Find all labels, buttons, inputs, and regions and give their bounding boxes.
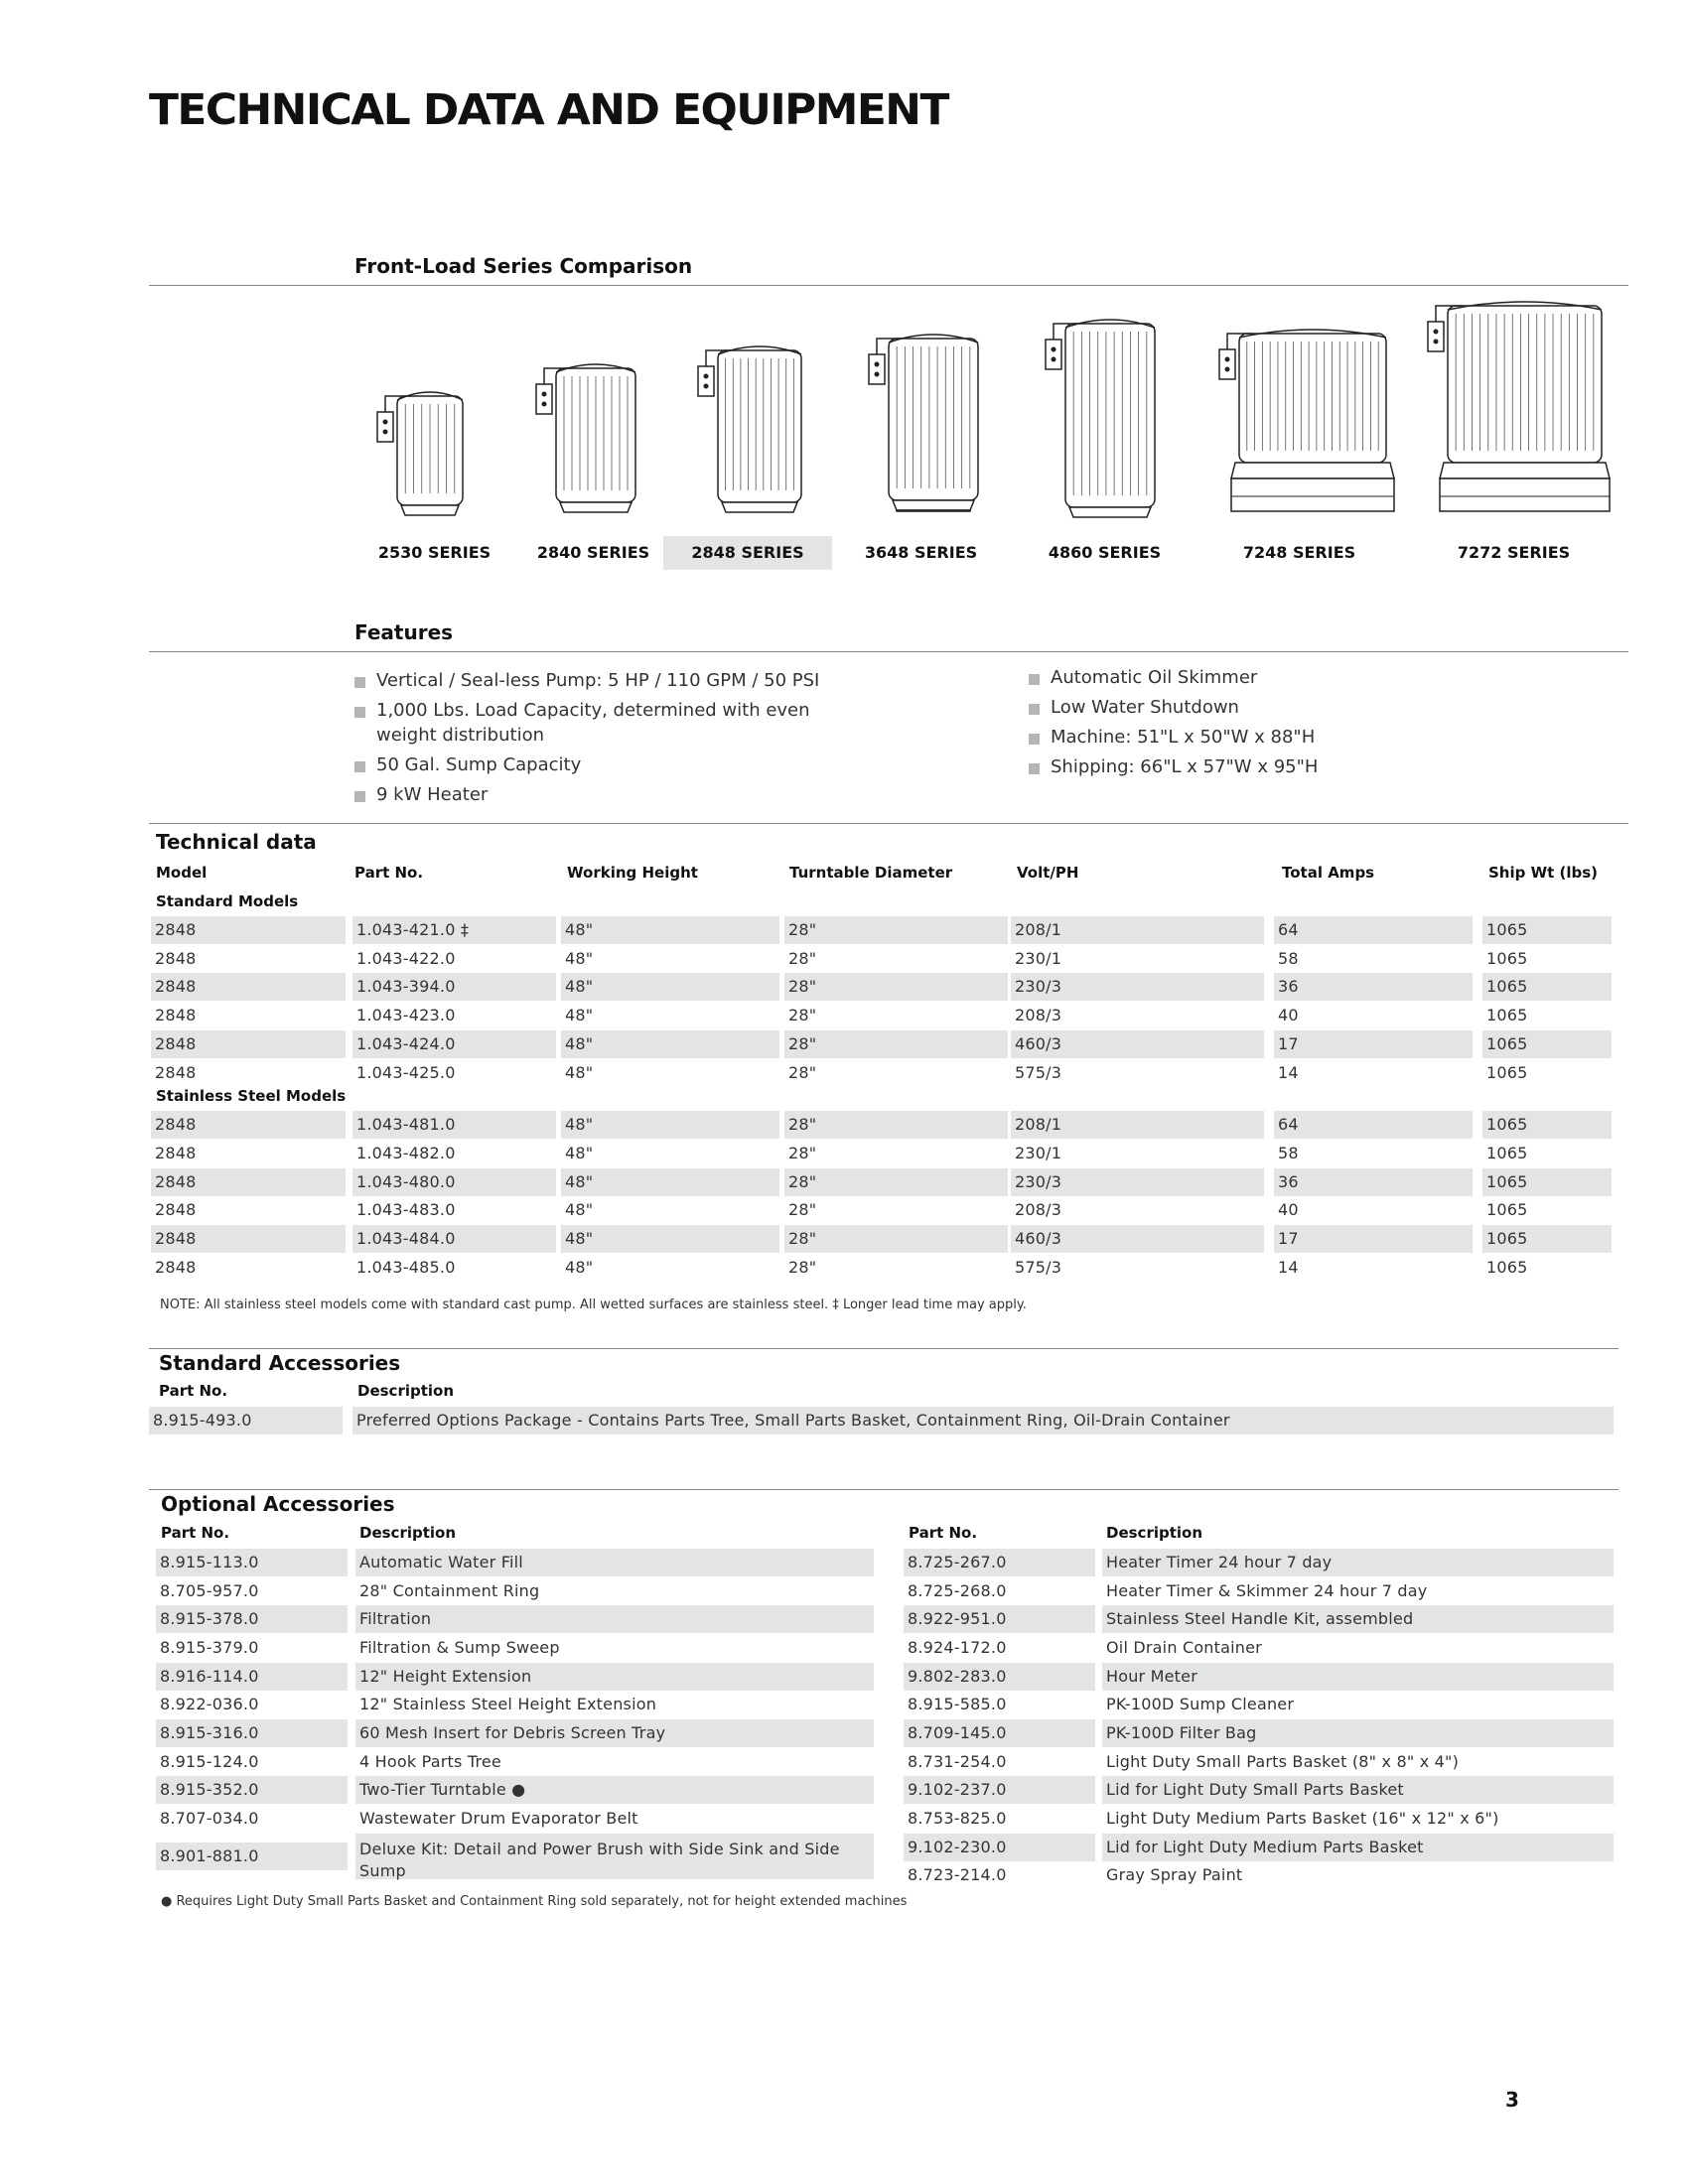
table-cell: 28" Containment Ring <box>359 1580 540 1600</box>
table-cell: 28" <box>784 1168 1008 1196</box>
table-row <box>0 1577 1688 1605</box>
table-cell: 48" <box>565 1257 594 1277</box>
table-cell: Automatic Water Fill <box>355 1549 874 1576</box>
bullet-square-icon <box>354 677 365 688</box>
table-cell: 1.043-394.0 <box>352 973 556 1001</box>
table-cell: 1.043-425.0 <box>356 1062 456 1082</box>
features-list-left <box>354 668 831 812</box>
table-cell: Deluxe Kit: Detail and Power Brush with Side Sink and Side Sump <box>355 1834 874 1879</box>
table-cell: 14 <box>1278 1257 1299 1277</box>
table-cell: 12" Stainless Steel Height Extension <box>359 1695 657 1714</box>
column-header: Part No. <box>909 1524 978 1542</box>
table-cell: 8.705-957.0 <box>160 1580 259 1600</box>
column-header: Description <box>359 1524 457 1542</box>
feature-text: 50 Gal. Sump Capacity <box>376 754 582 775</box>
table-cell: 1065 <box>1486 1257 1528 1277</box>
table-cell: 40 <box>1278 1006 1299 1025</box>
table-cell: 48" <box>565 948 594 968</box>
technical-note: NOTE: All stainless steel models come with standard cast pump. All wetted surfaces are stainless steel. ‡ Longer lead time may apply. <box>160 1297 1027 1312</box>
table-cell: 1.043-480.0 <box>352 1168 556 1196</box>
table-row <box>0 916 1688 944</box>
table-cell: 28" <box>784 1030 1008 1058</box>
table-cell: 1065 <box>1486 1006 1528 1025</box>
table-cell: Gray Spray Paint <box>1106 1865 1243 1885</box>
table-cell: 8.922-951.0 <box>904 1605 1095 1633</box>
table-cell: 230/3 <box>1011 973 1264 1001</box>
comparison-heading: Front-Load Series Comparison <box>354 254 693 278</box>
table-row <box>0 1719 1688 1747</box>
table-cell: 1.043-422.0 <box>356 948 456 968</box>
table-cell: 8.915-352.0 <box>156 1776 348 1804</box>
feature-item <box>1029 725 1505 750</box>
table-row <box>0 1196 1688 1224</box>
column-header: Description <box>1106 1524 1203 1542</box>
table-cell: 28" <box>784 1111 1008 1139</box>
parts-washer-illustration <box>1422 280 1619 521</box>
table-row <box>0 1861 1688 1889</box>
table-cell: 460/3 <box>1011 1030 1264 1058</box>
table-cell: 1065 <box>1482 1168 1612 1196</box>
group-label: Stainless Steel Models <box>156 1087 347 1106</box>
table-cell: 58 <box>1278 1143 1299 1162</box>
feature-text: Machine: 51"L x 50"W x 88"H <box>1051 727 1316 748</box>
table-cell: 1065 <box>1482 916 1612 944</box>
parts-washer-illustration <box>863 313 986 521</box>
table-cell: 48" <box>565 1062 594 1082</box>
table-cell: 8.916-114.0 <box>156 1663 348 1691</box>
table-cell: 8.924-172.0 <box>908 1637 1007 1657</box>
table-cell: 48" <box>565 1200 594 1220</box>
table-cell: 2848 <box>155 1062 197 1082</box>
table-cell: PK-100D Filter Bag <box>1102 1719 1614 1747</box>
series-label: 2840 SERIES <box>536 543 650 562</box>
table-cell: 48" <box>561 1225 779 1253</box>
table-cell: 1.043-421.0 ‡ <box>352 916 556 944</box>
series-label: 7272 SERIES <box>1457 543 1571 562</box>
table-cell: Stainless Steel Handle Kit, assembled <box>1102 1605 1614 1633</box>
table-cell: 208/3 <box>1015 1006 1062 1025</box>
page-title: TECHNICAL DATA AND EQUIPMENT <box>149 85 948 135</box>
column-header: Part No. <box>161 1524 230 1542</box>
table-row <box>0 973 1688 1001</box>
table-cell: 230/1 <box>1015 1143 1062 1162</box>
table-cell: 8.723-214.0 <box>908 1865 1007 1885</box>
table-cell: 1.043-424.0 <box>352 1030 556 1058</box>
table-cell: 9.102-237.0 <box>904 1776 1095 1804</box>
table-row <box>0 1805 1688 1833</box>
feature-item <box>354 668 831 693</box>
table-row <box>0 945 1688 973</box>
standard-accessories-heading: Standard Accessories <box>159 1351 401 1375</box>
table-cell: 4 Hook Parts Tree <box>359 1751 501 1771</box>
table-cell: 1.043-423.0 <box>356 1006 456 1025</box>
table-cell: 8.915-585.0 <box>908 1695 1007 1714</box>
table-cell: 8.901-881.0 <box>156 1843 348 1870</box>
table-cell: 1065 <box>1482 1225 1612 1253</box>
comparison-divider <box>149 285 1628 286</box>
table-cell: 17 <box>1274 1225 1473 1253</box>
table-cell: 2848 <box>155 1257 197 1277</box>
table-cell: 40 <box>1278 1200 1299 1220</box>
table-cell: Filtration & Sump Sweep <box>359 1637 560 1657</box>
table-cell: 48" <box>561 1030 779 1058</box>
feature-item <box>354 782 831 807</box>
table-cell: 8.915-378.0 <box>156 1605 348 1633</box>
optional-accessories-footnote: ● Requires Light Duty Small Parts Basket and Containment Ring sold separately, not for height extended machines <box>161 1894 908 1909</box>
table-row <box>0 1168 1688 1196</box>
table-cell: 14 <box>1278 1062 1299 1082</box>
table-cell: 60 Mesh Insert for Debris Screen Tray <box>355 1719 874 1747</box>
table-cell: 230/1 <box>1015 948 1062 968</box>
table-row <box>0 1407 1688 1434</box>
table-row <box>0 1663 1688 1691</box>
table-cell: Light Duty Medium Parts Basket (16" x 12" x 6") <box>1106 1808 1499 1828</box>
table-cell: 575/3 <box>1015 1257 1062 1277</box>
column-header: Volt/PH <box>1017 864 1079 882</box>
feature-item <box>1029 754 1505 779</box>
series-label: 2530 SERIES <box>377 543 492 562</box>
table-row <box>0 1140 1688 1167</box>
table-cell: 8.709-145.0 <box>904 1719 1095 1747</box>
feature-text: Shipping: 66"L x 57"W x 95"H <box>1051 756 1319 777</box>
table-cell: 9.102-230.0 <box>904 1834 1095 1861</box>
series-label: 2848 SERIES <box>663 536 832 570</box>
feature-item <box>354 698 831 748</box>
table-cell: 208/1 <box>1011 916 1264 944</box>
table-cell: 28" <box>784 916 1008 944</box>
table-row <box>0 1225 1688 1253</box>
table-cell: Oil Drain Container <box>1106 1637 1262 1657</box>
table-cell: 575/3 <box>1015 1062 1062 1082</box>
parts-washer-illustration <box>530 342 643 521</box>
parts-washer-illustration <box>692 325 809 521</box>
page-number: 3 <box>1505 2088 1519 2112</box>
bullet-square-icon <box>1029 704 1040 715</box>
table-cell: Wastewater Drum Evaporator Belt <box>359 1808 638 1828</box>
column-header: Turntable Diameter <box>789 864 953 882</box>
parts-washer-illustration <box>371 370 471 521</box>
series-label: 3648 SERIES <box>864 543 978 562</box>
column-header: Description <box>357 1382 455 1400</box>
table-cell: 1.043-481.0 <box>352 1111 556 1139</box>
table-cell: 8.915-379.0 <box>160 1637 259 1657</box>
table-cell: 28" <box>788 1257 817 1277</box>
table-cell: Light Duty Small Parts Basket (8" x 8" x 4") <box>1106 1751 1460 1771</box>
bullet-square-icon <box>1029 674 1040 685</box>
table-cell: 8.922-036.0 <box>160 1695 259 1714</box>
table-row <box>0 1549 1688 1576</box>
table-cell: 12" Height Extension <box>355 1663 874 1691</box>
technical-heading: Technical data <box>156 830 317 854</box>
table-cell: 36 <box>1274 973 1473 1001</box>
series-label: 7248 SERIES <box>1242 543 1356 562</box>
table-row <box>0 1748 1688 1776</box>
table-row <box>0 1111 1688 1139</box>
table-row <box>0 1059 1688 1087</box>
table-cell: 8.915-493.0 <box>149 1407 343 1434</box>
table-row <box>0 1634 1688 1662</box>
table-cell: 460/3 <box>1011 1225 1264 1253</box>
table-cell: 8.725-267.0 <box>904 1549 1095 1576</box>
table-cell: Filtration <box>355 1605 874 1633</box>
column-header: Part No. <box>354 864 424 882</box>
bullet-square-icon <box>354 761 365 772</box>
table-cell: 8.915-316.0 <box>156 1719 348 1747</box>
feature-text: Automatic Oil Skimmer <box>1051 667 1258 688</box>
technical-divider <box>149 823 1628 824</box>
column-header: Ship Wt (lbs) <box>1488 864 1599 882</box>
table-row <box>0 1002 1688 1029</box>
table-cell: 2848 <box>151 1030 346 1058</box>
table-row <box>0 1776 1688 1804</box>
table-cell: Heater Timer & Skimmer 24 hour 7 day <box>1106 1580 1428 1600</box>
table-cell: 28" <box>784 1225 1008 1253</box>
feature-item <box>1029 665 1505 690</box>
table-cell: 17 <box>1274 1030 1473 1058</box>
features-heading: Features <box>354 620 454 644</box>
table-cell: 2848 <box>151 1111 346 1139</box>
table-cell: 8.915-124.0 <box>160 1751 259 1771</box>
table-cell: 2848 <box>155 1143 197 1162</box>
table-cell: 28" <box>784 973 1008 1001</box>
feature-text: Vertical / Seal-less Pump: 5 HP / 110 GPM / 50 PSI <box>376 670 820 691</box>
standard-accessories-divider <box>149 1348 1618 1349</box>
table-cell: 1.043-485.0 <box>356 1257 456 1277</box>
table-cell: 1065 <box>1482 973 1612 1001</box>
table-cell: 28" <box>788 1200 817 1220</box>
table-cell: 58 <box>1278 948 1299 968</box>
group-label: Standard Models <box>156 892 299 910</box>
table-cell: 1065 <box>1482 1030 1612 1058</box>
column-header: Total Amps <box>1282 864 1375 882</box>
table-cell: 8.915-113.0 <box>156 1549 348 1576</box>
table-cell: Lid for Light Duty Medium Parts Basket <box>1102 1834 1614 1861</box>
table-cell: 230/3 <box>1011 1168 1264 1196</box>
table-cell: 28" <box>788 1006 817 1025</box>
bullet-square-icon <box>354 707 365 718</box>
features-divider <box>149 651 1628 652</box>
table-cell: 64 <box>1274 916 1473 944</box>
table-cell: 208/3 <box>1015 1200 1062 1220</box>
table-cell: 8.731-254.0 <box>908 1751 1007 1771</box>
table-cell: Preferred Options Package - Contains Parts Tree, Small Parts Basket, Containment Ring, Oil-Drain Container <box>352 1407 1614 1434</box>
table-cell: 8.753-825.0 <box>908 1808 1007 1828</box>
table-row <box>0 1605 1688 1633</box>
feature-item <box>354 752 831 777</box>
feature-text: Low Water Shutdown <box>1051 697 1239 718</box>
table-cell: 2848 <box>151 973 346 1001</box>
column-header: Working Height <box>567 864 698 882</box>
table-cell: 1.043-483.0 <box>356 1200 456 1220</box>
bullet-square-icon <box>1029 734 1040 745</box>
table-row <box>0 1254 1688 1282</box>
table-cell: 28" <box>788 1062 817 1082</box>
table-row <box>0 1691 1688 1718</box>
table-cell: 36 <box>1274 1168 1473 1196</box>
table-cell: Hour Meter <box>1102 1663 1614 1691</box>
table-cell: Two-Tier Turntable ● <box>355 1776 874 1804</box>
feature-text: 1,000 Lbs. Load Capacity, determined with even weight distribution <box>376 700 810 746</box>
table-cell: 48" <box>561 1111 779 1139</box>
table-cell: 2848 <box>151 916 346 944</box>
table-cell: 1065 <box>1486 1062 1528 1082</box>
optional-accessories-divider <box>149 1489 1618 1490</box>
parts-washer-illustration <box>1040 298 1163 521</box>
bullet-square-icon <box>354 791 365 802</box>
table-cell: 2848 <box>155 1006 197 1025</box>
table-cell: 2848 <box>151 1225 346 1253</box>
table-cell: PK-100D Sump Cleaner <box>1106 1695 1295 1714</box>
table-cell: 9.802-283.0 <box>904 1663 1095 1691</box>
table-cell: 48" <box>561 1168 779 1196</box>
table-cell: 1.043-484.0 <box>352 1225 556 1253</box>
table-cell: 2848 <box>151 1168 346 1196</box>
features-list-right <box>1029 665 1505 784</box>
table-cell: 28" <box>788 948 817 968</box>
table-cell: 8.725-268.0 <box>908 1580 1007 1600</box>
column-header: Part No. <box>159 1382 228 1400</box>
bullet-square-icon <box>1029 763 1040 774</box>
table-row <box>0 1030 1688 1058</box>
table-cell: 1065 <box>1486 1200 1528 1220</box>
table-cell: 48" <box>565 1006 594 1025</box>
column-header: Model <box>156 864 208 882</box>
parts-washer-illustration <box>1213 308 1404 521</box>
table-cell: 48" <box>565 1143 594 1162</box>
feature-item <box>1029 695 1505 720</box>
table-cell: 64 <box>1274 1111 1473 1139</box>
optional-accessories-heading: Optional Accessories <box>161 1492 395 1516</box>
table-cell: 1.043-482.0 <box>356 1143 456 1162</box>
table-cell: Lid for Light Duty Small Parts Basket <box>1102 1776 1614 1804</box>
table-cell: 28" <box>788 1143 817 1162</box>
table-cell: 48" <box>561 973 779 1001</box>
table-cell: 8.707-034.0 <box>160 1808 259 1828</box>
table-cell: 2848 <box>155 1200 197 1220</box>
table-cell: 1065 <box>1486 1143 1528 1162</box>
table-cell: 1065 <box>1482 1111 1612 1139</box>
table-cell: Heater Timer 24 hour 7 day <box>1102 1549 1614 1576</box>
table-cell: 208/1 <box>1011 1111 1264 1139</box>
table-row <box>0 1834 1688 1861</box>
series-label: 4860 SERIES <box>1048 543 1162 562</box>
table-cell: 2848 <box>155 948 197 968</box>
feature-text: 9 kW Heater <box>376 784 489 805</box>
table-cell: 1065 <box>1486 948 1528 968</box>
table-cell: 48" <box>561 916 779 944</box>
